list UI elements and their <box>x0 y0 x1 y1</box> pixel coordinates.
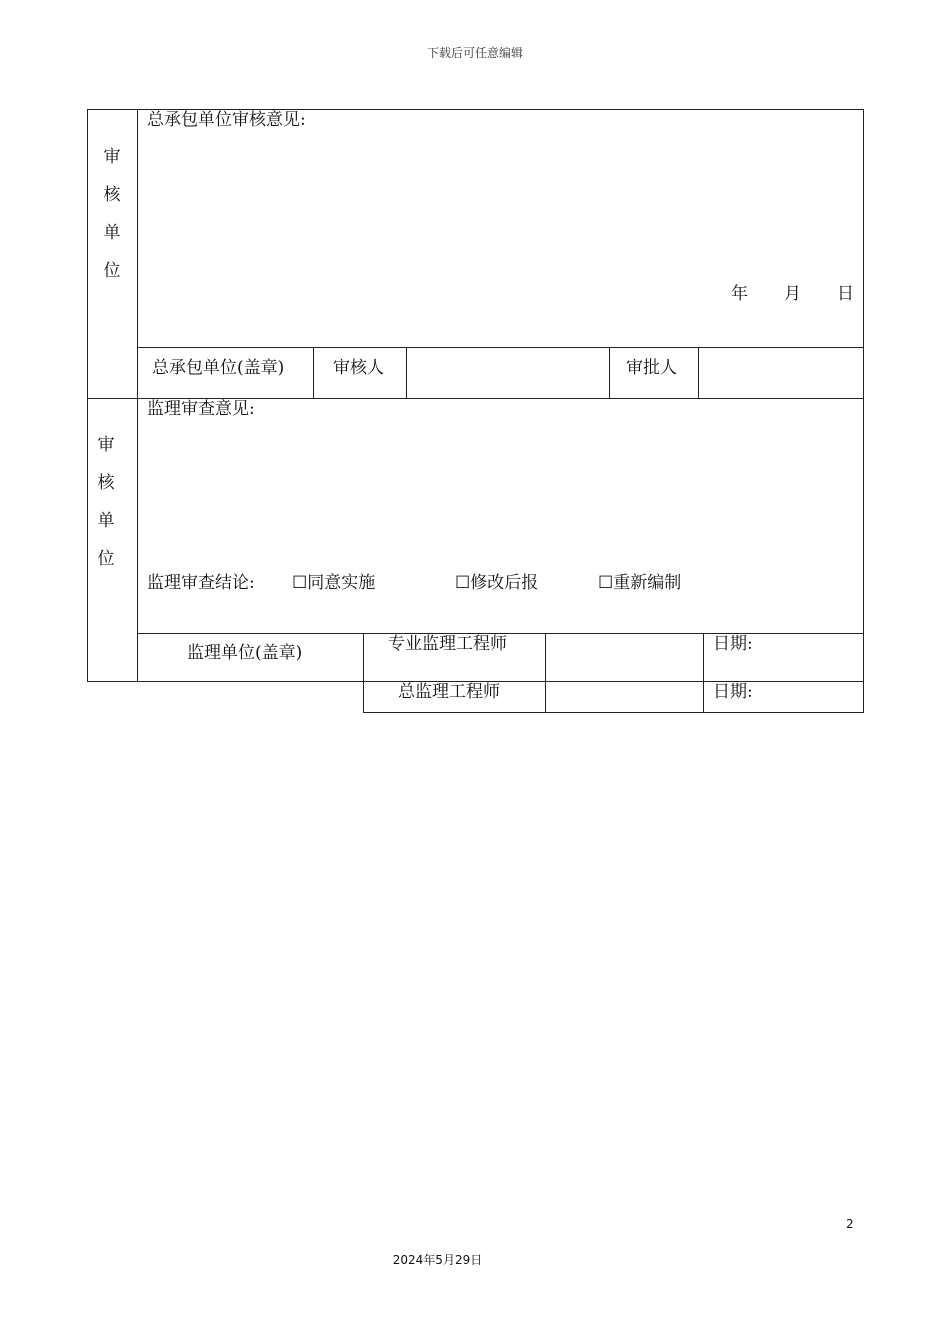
page-number: 2 <box>846 1217 854 1231</box>
general-contractor-opinion-label: 总承包单位审核意见: <box>147 110 306 130</box>
section2-cell-divider-1 <box>363 633 364 713</box>
specialist-engineer-field[interactable] <box>553 640 693 660</box>
checkbox-icon[interactable]: ☐ <box>455 573 471 593</box>
section1-side-divider <box>137 109 138 399</box>
supervision-conclusion-label: 监理审查结论: <box>147 573 255 593</box>
section1-side-label: 审 核 单 位 <box>103 147 121 281</box>
general-contractor-seal-label: 总承包单位(盖章) <box>152 358 285 378</box>
section2-right-extension <box>863 681 864 713</box>
section1-row-divider <box>137 347 864 348</box>
date-year-label: 年 <box>731 284 748 304</box>
review-section-general-contractor <box>87 109 864 399</box>
checkbox-icon[interactable]: ☐ <box>598 573 614 593</box>
date-day-label: 日 <box>837 284 854 304</box>
option-revise-resubmit[interactable]: ☐修改后报 <box>455 573 539 593</box>
option-recompile[interactable]: ☐重新编制 <box>598 573 682 593</box>
section2-cell-divider-3 <box>703 633 704 713</box>
section1-cell-divider-2 <box>406 347 407 399</box>
footer-date: 2024年5月29日 <box>392 1253 483 1267</box>
section2-side-divider <box>137 398 138 682</box>
supervision-opinion-label: 监理审查意见: <box>147 399 255 419</box>
date-month-label: 月 <box>784 284 801 304</box>
reviewer-label: 审核人 <box>333 358 384 378</box>
chief-engineer-label: 总监理工程师 <box>398 682 500 702</box>
approver-label: 审批人 <box>626 358 677 378</box>
section2-bottom-extension <box>363 712 864 713</box>
section1-cell-divider-1 <box>313 347 314 399</box>
page-header: 下载后可任意编辑 <box>426 46 523 60</box>
section1-cell-divider-4 <box>698 347 699 399</box>
specialist-engineer-label: 专业监理工程师 <box>388 634 507 654</box>
checkbox-icon[interactable]: ☐ <box>292 573 308 593</box>
section2-side-label: 审 核 单 位 <box>97 435 115 569</box>
option-approve[interactable]: ☐同意实施 <box>292 573 376 593</box>
section1-cell-divider-3 <box>609 347 610 399</box>
supervision-seal-label: 监理单位(盖章) <box>187 643 303 663</box>
section2-cell-divider-2 <box>545 633 546 713</box>
reviewer-field[interactable] <box>416 360 601 380</box>
approver-field[interactable] <box>706 360 856 380</box>
specialist-engineer-date-label: 日期: <box>713 634 753 654</box>
chief-engineer-field[interactable] <box>553 686 693 706</box>
chief-engineer-date-label: 日期: <box>713 682 753 702</box>
